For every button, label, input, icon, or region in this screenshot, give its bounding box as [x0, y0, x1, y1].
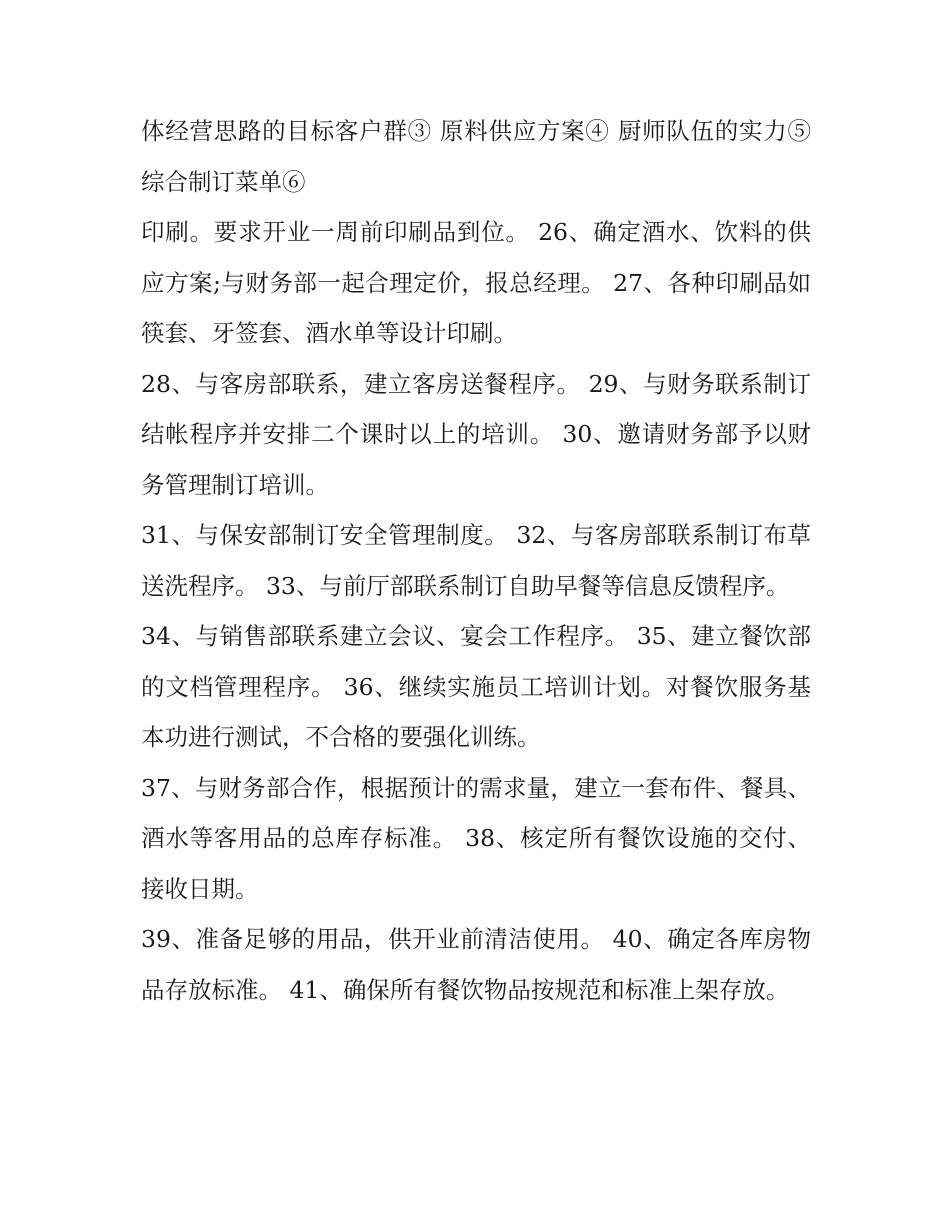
document-body	[141, 106, 811, 1015]
paragraph-4: 31、与保安部制订安全管理制度。 32、与客房部联系制订布草送洗程序。 33、与前厅部联系制订自助早餐等信息反馈程序。	[141, 521, 811, 600]
paragraph-3: 28、与客房部联系，建立客房送餐程序。 29、与财务联系制订结帐程序并安排二个课时以上的培训。 30、邀请财务部予以财务管理制订培训。	[141, 369, 811, 499]
paragraph-1: 体经营思路的目标客户群③ 原料供应方案④ 厨师队伍的实力⑤ 综合制订菜单⑥	[141, 117, 811, 196]
paragraph-6: 37、与财务部合作，根据预计的需求量，建立一套布件、餐具、酒水等客用品的总库存标准。 38、核定所有餐饮设施的交付、接收日期。	[141, 773, 811, 903]
paragraph-5: 34、与销售部联系建立会议、宴会工作程序。 35、建立餐饮部的文档管理程序。 36、继续实施员工培训计划。对餐饮服务基本功进行测试，不合格的要强化训练。	[141, 622, 811, 751]
paragraph-2: 印刷。要求开业一周前印刷品到位。 26、确定酒水、饮料的供应方案;与财务部一起合理定价，报总经理。 27、各种印刷品如筷套、牙签套、酒水单等设计印刷。	[141, 218, 811, 347]
paragraph-7: 39、准备足够的用品，供开业前清洁使用。 40、确定各库房物品存放标准。 41、确保所有餐饮物品按规范和标准上架存放。	[141, 925, 811, 1004]
